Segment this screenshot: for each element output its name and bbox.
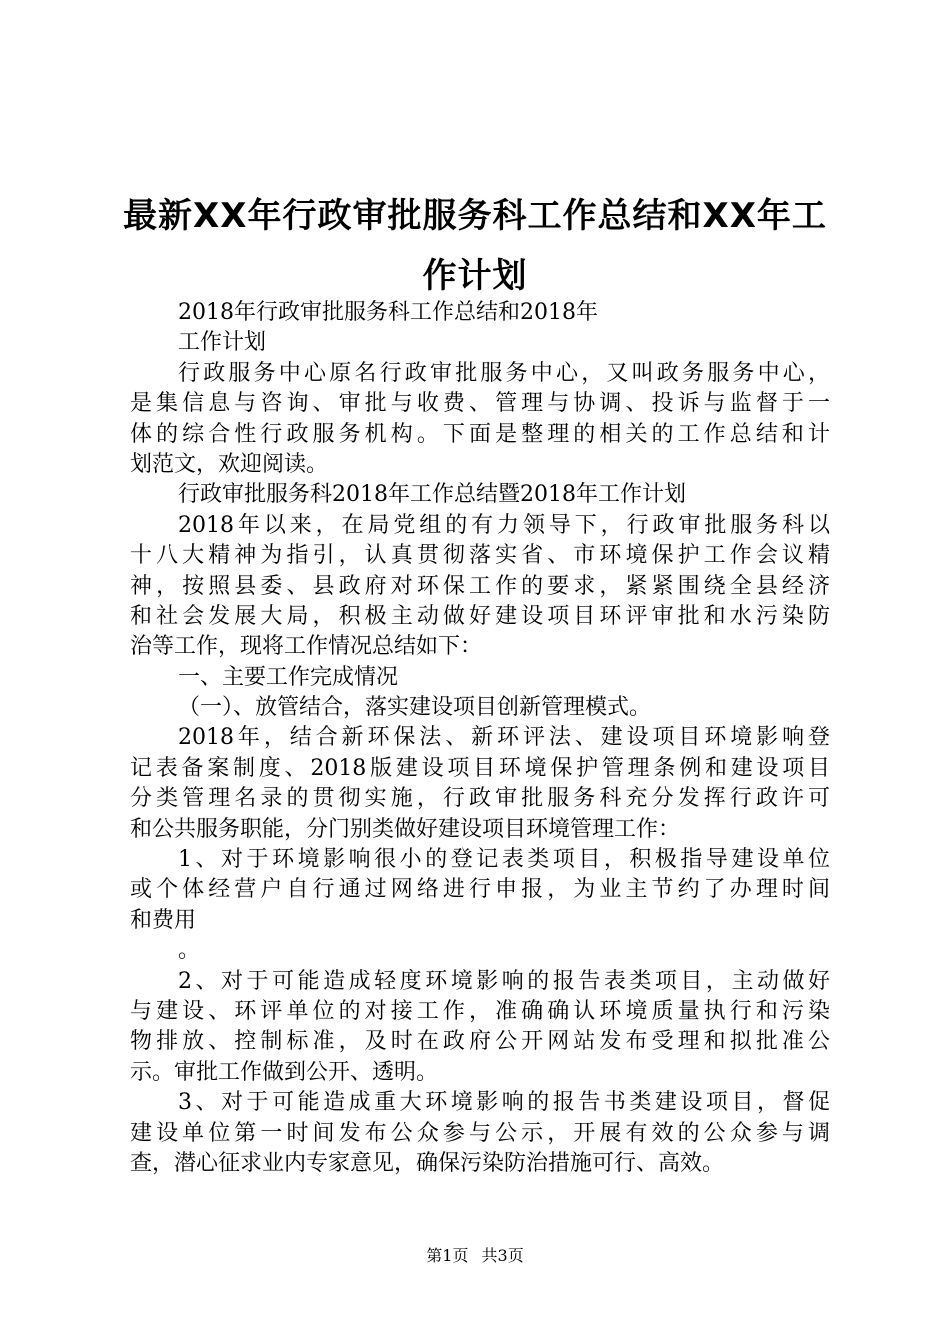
document-title-line-1: 最新XX年行政审批服务科工作总结和XX年工: [123, 196, 827, 236]
body-line: 和公共服务职能，分门别类做好建设项目环境管理工作：: [130, 816, 681, 842]
body-line: 1、对于环境影响很小的登记表类项目，积极指导建设单位: [178, 847, 830, 873]
body-line: 十八大精神为指引，认真贯彻落实省、市环境保护工作会议精: [130, 543, 830, 569]
document-title-line-2: 作计划: [422, 256, 528, 296]
body-line: 分类管理名录的贯彻实施，行政审批服务科充分发挥行政许可: [130, 786, 830, 812]
body-line: 记表备案制度、2018版建设项目环境保护管理条例和建设项目: [130, 755, 830, 781]
section-heading: 一、主要工作完成情况: [178, 664, 399, 690]
body-line: 行政审批服务科2018年工作总结暨2018年工作计划: [178, 482, 686, 508]
body-line: 物排放、控制标准，及时在政府公开网站发布受理和拟批准公: [130, 1029, 830, 1055]
page-total: 共3页: [481, 1246, 524, 1265]
body-line: 2018年，结合新环保法、新环评法、建设项目环境影响登: [178, 725, 830, 751]
body-line: 2、对于可能造成轻度环境影响的报告表类项目，主动做好: [178, 968, 830, 994]
body-line: 与建设、环评单位的对接工作，准确确认环境质量执行和污染: [130, 998, 830, 1024]
body-line: 划范文，欢迎阅读。: [130, 451, 329, 477]
body-line: 工作计划: [178, 330, 267, 356]
body-line: 神，按照县委、县政府对环保工作的要求，紧紧围绕全县经济: [130, 573, 830, 599]
page-number: 第1页: [426, 1246, 469, 1265]
document-body: [130, 298, 830, 1179]
body-line: 查，潜心征求业内专家意见，确保污染防治措施可行、高效。: [130, 1150, 725, 1176]
body-line: 体的综合性行政服务机构。下面是整理的相关的工作总结和计: [130, 421, 830, 447]
body-line: 和费用: [130, 907, 197, 933]
body-line: 示。审批工作做到公开、透明。: [130, 1059, 439, 1085]
body-line: 和社会发展大局，积极主动做好建设项目环评审批和水污染防: [130, 603, 830, 629]
body-line: 或个体经营户自行通过网络进行申报，为业主节约了办理时间: [130, 877, 830, 903]
body-line: 2018年以来，在局党组的有力领导下，行政审批服务科以: [178, 512, 830, 538]
body-line: 。: [178, 938, 201, 964]
page-footer: [0, 1243, 950, 1266]
body-line: 治等工作，现将工作情况总结如下：: [130, 634, 483, 660]
body-line: 建设单位第一时间发布公众参与公示，开展有效的公众参与调: [130, 1120, 830, 1146]
body-line: 2018年行政审批服务科工作总结和2018年: [178, 300, 598, 325]
subsection-heading: （一）、放管结合，落实建设项目创新管理模式。: [178, 695, 652, 721]
body-line: 是集信息与咨询、审批与收费、管理与协调、投诉与监督于一: [130, 391, 830, 417]
body-line: 行政服务中心原名行政审批服务中心，又叫政务服务中心，: [178, 360, 830, 386]
body-line: 3、对于可能造成重大环境影响的报告书类建设项目，督促: [178, 1090, 830, 1116]
